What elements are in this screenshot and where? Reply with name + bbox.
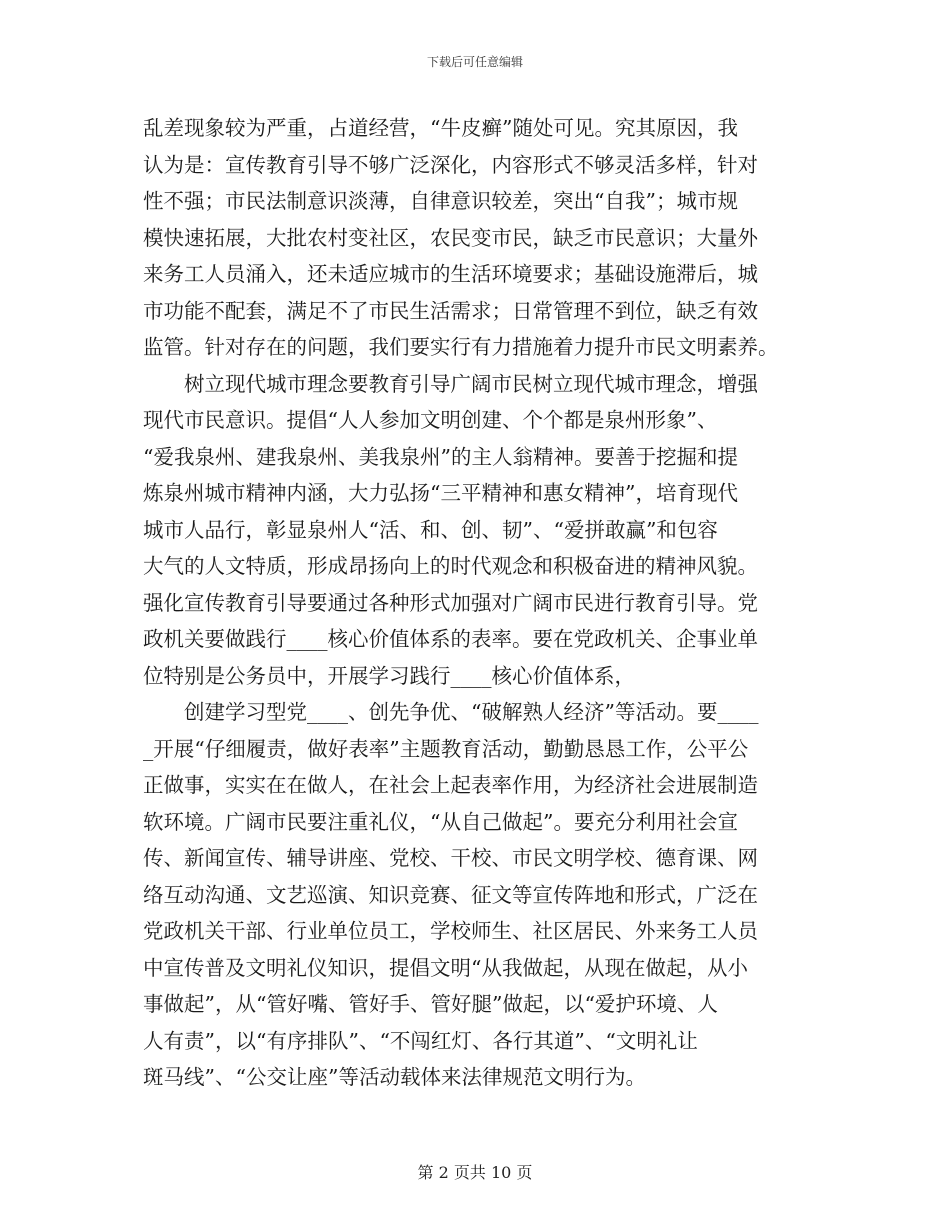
- text-line: 监管。针对存在的问题，我们要实行有力措施着力提升市民文明素养。: [143, 335, 779, 359]
- text-line: 强化宣传教育引导要通过各种形式加强对广阔市民进行教育引导。党: [143, 590, 758, 615]
- text-line: 城市人品行，彰显泉州人“活、和、创、韧”、“爱拼敢赢”和包容: [143, 517, 718, 542]
- text-line: 乱差现象较为严重，占道经营，“牛皮癣”随处可见。究其原因，我: [143, 116, 738, 140]
- text-line: 软环境。广阔市民要注重礼仪，“从自己做起”。要充分利用社会宣: [143, 809, 738, 834]
- text-line: 络互动沟通、文艺巡演、知识竞赛、征文等宣传阵地和形式，广泛在: [143, 882, 758, 907]
- text-line: 位特别是公务员中，开展学习践行____核心价值体系，: [143, 663, 635, 688]
- text-line: 事做起”，从“管好嘴、管好手、管好腿”做起，以“爱护环境、人: [143, 992, 718, 1016]
- text-line: “爱我泉州、建我泉州、美我泉州”的主人翁精神。要善于挖掘和提: [143, 444, 738, 469]
- document-body: [143, 110, 813, 1096]
- text-line: 认为是：宣传教育引导不够广泛深化，内容形式不够灵活多样，针对: [143, 152, 758, 177]
- paragraph-start-line: 树立现代城市理念要教育引导广阔市民树立现代城市理念，增强: [184, 371, 758, 396]
- text-line: 模快速拓展，大批农村变社区，农民变市民，缺乏市民意识；大量外: [143, 225, 758, 250]
- text-line: 斑马线”、“公交让座”等活动载体来法律规范文明行为。: [143, 1065, 646, 1089]
- page-number: 第 2 页共 10 页: [417, 1163, 533, 1182]
- text-line: 来务工人员涌入，还未适应城市的生活环境要求；基础设施滞后，城: [143, 262, 758, 286]
- text-line: 传、新闻宣传、辅导讲座、党校、干校、市民文明学校、德育课、网: [143, 846, 758, 870]
- header-note: 下载后可任意编辑: [426, 55, 523, 69]
- text-line: 炼泉州城市精神内涵，大力弘扬“三平精神和惠女精神”，培育现代: [143, 481, 738, 505]
- text-line: _开展“仔细履责，做好表率”主题教育活动，勤勤恳恳工作，公平公: [143, 736, 749, 761]
- text-line: 市功能不配套，满足不了市民生活需求；日常管理不到位，缺乏有效: [143, 298, 758, 323]
- paragraph-start-line: 创建学习型党____、创先争优、“破解熟人经济”等活动。要____: [184, 700, 759, 724]
- text-line: 中宣传普及文明礼仪知识，提倡文明“从我做起，从现在做起，从小: [143, 955, 748, 980]
- text-line: 性不强；市民法制意识淡薄，自律意识较差，突出“自我”；城市规: [143, 189, 738, 213]
- text-line: 党政机关干部、行业单位员工，学校师生、社区居民、外来务工人员: [143, 919, 758, 943]
- text-line: 正做事，实实在在做人，在社会上起表率作用，为经济社会进展制造: [143, 773, 758, 797]
- text-line: 政机关要做践行____核心价值体系的表率。要在党政机关、企事业单: [143, 627, 758, 651]
- text-line: 人有责”，以“有序排队”、“不闯红灯、各行其道”、“文明礼让: [143, 1028, 698, 1053]
- text-line: 大气的人文特质，形成昂扬向上的时代观念和积极奋进的精神风貌。: [143, 554, 758, 578]
- text-line: 现代市民意识。提倡“人人参加文明创建、个个都是泉州形象”、: [143, 408, 718, 432]
